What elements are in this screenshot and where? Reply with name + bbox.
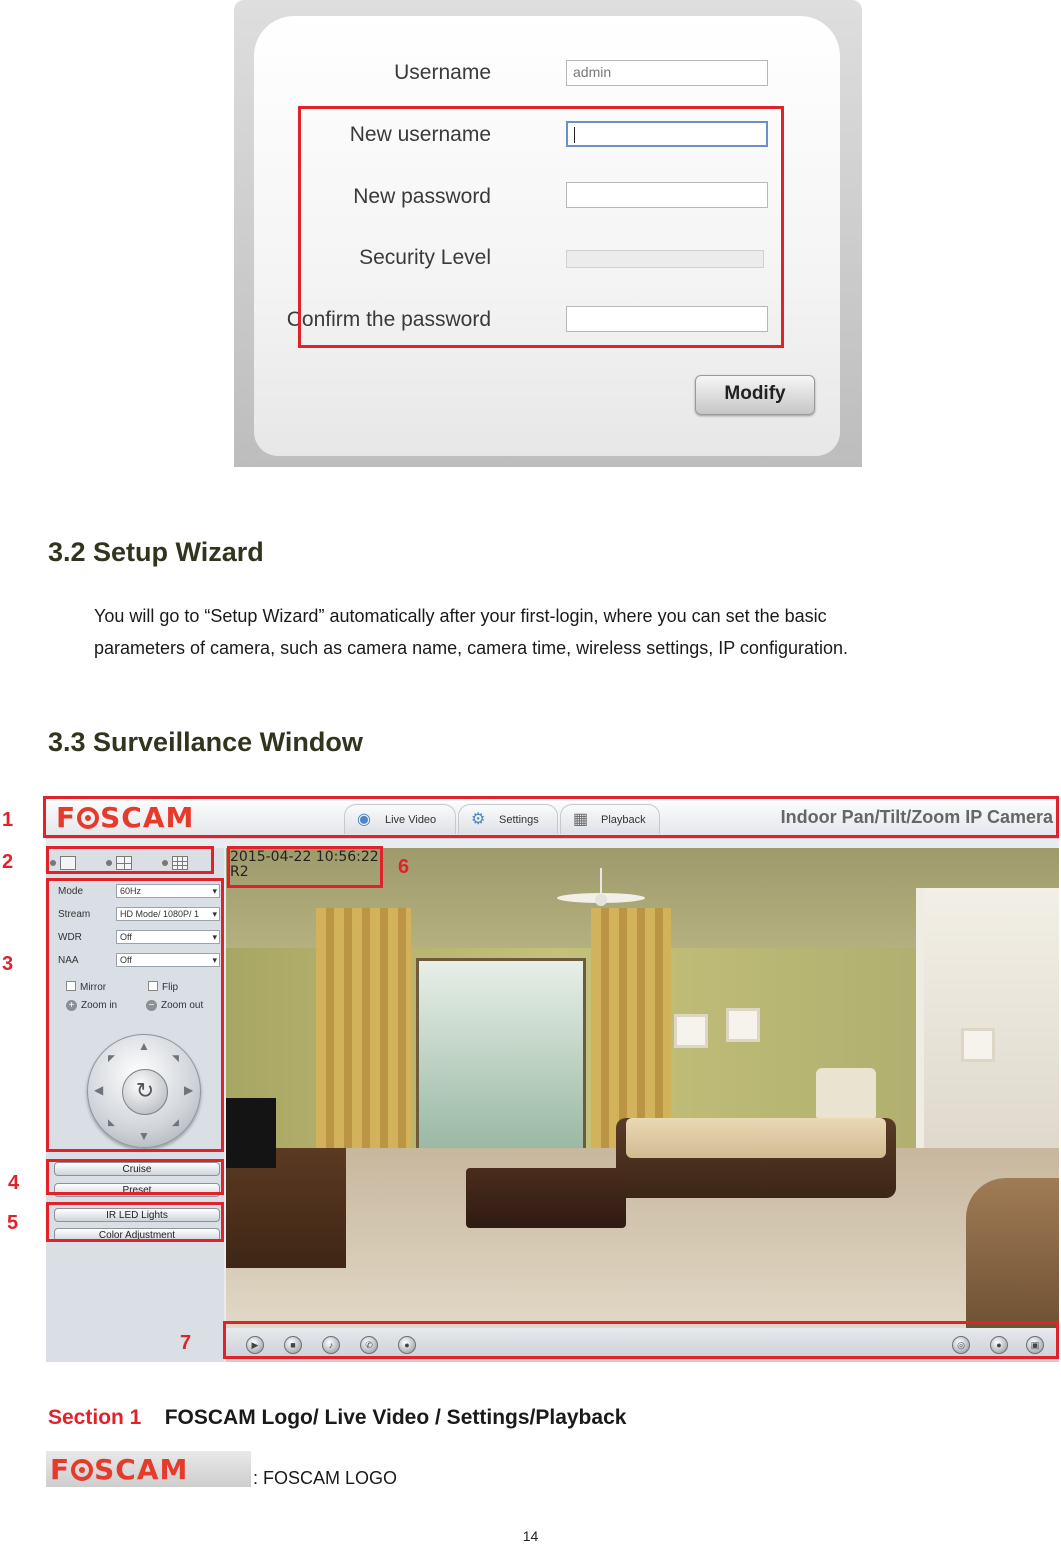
section-label: Section 1	[48, 1406, 142, 1429]
logo-letters: SCAM	[100, 801, 195, 834]
cruise-button[interactable]: Cruise	[54, 1162, 220, 1176]
mirror-label: Mirror	[80, 982, 107, 993]
naa-label: NAA	[58, 955, 79, 966]
callout-box-2	[46, 846, 214, 874]
callout-number-4: 4	[8, 1172, 20, 1194]
confirm-password-label: Confirm the password	[286, 308, 491, 331]
security-level-label: Security Level	[359, 246, 491, 269]
callout-box-4	[46, 1159, 224, 1195]
modify-button[interactable]: Modify	[695, 375, 815, 415]
video-sofa-cushion	[626, 1118, 886, 1158]
webcam-icon: ◉	[357, 811, 371, 828]
arrow-up-icon[interactable]: ▲	[138, 1039, 150, 1053]
section-title: FOSCAM Logo/ Live Video / Settings/Playback	[164, 1406, 627, 1429]
logo-letter: F	[56, 801, 77, 834]
setup-wizard-line-1: You will go to “Setup Wizard” automatically after your first-login, where you can set the basic	[94, 606, 827, 626]
callout-number-5: 5	[7, 1212, 19, 1234]
setup-wizard-line-2: parameters of camera, such as camera name, camera time, wireless settings, IP configuration.	[94, 638, 848, 658]
video-lamp	[816, 1068, 876, 1118]
arrow-down-left-icon[interactable]: ◣	[108, 1117, 115, 1127]
mode-select[interactable]: 60Hz ▾	[116, 884, 220, 898]
stop-icon[interactable]: ■	[284, 1336, 302, 1354]
wrench-icon: ⚙	[471, 811, 486, 828]
highlight-box	[298, 106, 784, 348]
callout-box-7	[223, 1321, 1059, 1359]
video-armchair	[966, 1178, 1059, 1328]
foscam-logo	[50, 1453, 188, 1486]
talk-icon[interactable]: ✆	[360, 1336, 378, 1354]
arrow-left-icon[interactable]: ◀	[94, 1083, 104, 1097]
logo-caption: : FOSCAM LOGO	[253, 1468, 398, 1488]
section-1-heading	[48, 1406, 626, 1430]
callout-number-2: 2	[2, 851, 14, 873]
video-window-view	[416, 958, 586, 1178]
video-tv	[226, 1098, 276, 1168]
stream-select[interactable]: HD Mode/ 1080P/ 1 ▾	[116, 907, 220, 921]
callout-number-7: 7	[180, 1332, 192, 1354]
ir-led-lights-button[interactable]: IR LED Lights	[54, 1208, 220, 1222]
audio-icon[interactable]: ♪	[322, 1336, 340, 1354]
callout-box-5	[46, 1202, 224, 1242]
video-coffee-table	[466, 1168, 626, 1228]
microphone-icon[interactable]: ●	[398, 1336, 416, 1354]
color-adjustment-button[interactable]: Color Adjustment	[54, 1228, 220, 1242]
callout-box-3	[46, 878, 224, 1152]
arrow-down-right-icon[interactable]: ◢	[172, 1117, 179, 1127]
arrow-down-icon[interactable]: ▼	[138, 1129, 150, 1143]
surveillance-heading: 3.3 Surveillance Window	[48, 727, 363, 757]
wdr-label: WDR	[58, 932, 82, 943]
tab-label: Playback	[601, 814, 646, 826]
setup-wizard-heading: 3.2 Setup Wizard	[48, 537, 264, 567]
account-modify-panel	[234, 0, 862, 467]
tab-label: Live Video	[385, 814, 437, 826]
username-field[interactable]: admin	[566, 60, 768, 86]
arrow-up-left-icon[interactable]: ◤	[108, 1053, 115, 1063]
account-modify-form	[254, 16, 840, 456]
ceiling-fan-icon	[556, 868, 646, 928]
play-icon[interactable]: ▶	[246, 1336, 264, 1354]
tab-label: Settings	[499, 814, 539, 826]
mode-label: Mode	[58, 886, 84, 897]
callout-number-6: 6	[398, 856, 410, 878]
logo-letters: SCAM	[94, 1453, 189, 1486]
logo-o-icon	[71, 1459, 93, 1481]
zoom-in-label: Zoom in	[81, 1000, 118, 1011]
wdr-select[interactable]: Off ▾	[116, 930, 220, 944]
snapshot-icon[interactable]: ◎	[952, 1336, 970, 1354]
callout-number-1: 1	[2, 809, 14, 831]
page-number: 14	[522, 1528, 539, 1544]
stream-label: Stream	[58, 909, 91, 920]
new-username-label: New username	[349, 123, 491, 146]
preset-button[interactable]: Preset	[54, 1183, 220, 1197]
callout-box-1	[43, 796, 1059, 838]
ptz-center-reset-icon[interactable]: ↻	[122, 1069, 168, 1115]
arrow-right-icon[interactable]: ▶	[184, 1083, 194, 1097]
foscam-logo-sample	[46, 1451, 251, 1487]
video-wall-frame	[961, 1028, 995, 1062]
username-label: Username	[394, 61, 491, 84]
new-password-label: New password	[353, 185, 491, 208]
plus-icon: +	[66, 1000, 77, 1011]
live-video-feed[interactable]	[226, 848, 1059, 1328]
fullscreen-icon[interactable]: ▣	[1026, 1336, 1044, 1354]
camera-model-title: Indoor Pan/Tilt/Zoom IP Camera	[780, 807, 1053, 827]
zoom-out-label: Zoom out	[161, 1000, 204, 1011]
naa-select[interactable]: Off ▾	[116, 953, 220, 967]
flip-label: Flip	[162, 982, 179, 993]
calendar-icon: ▦	[573, 811, 589, 828]
arrow-up-right-icon[interactable]: ◥	[172, 1053, 179, 1063]
minus-icon: −	[146, 1000, 157, 1011]
video-wall-frame	[726, 1008, 760, 1042]
video-wall-frame	[674, 1014, 708, 1048]
record-icon[interactable]: ●	[990, 1336, 1008, 1354]
callout-number-3: 3	[2, 953, 14, 975]
callout-box-6	[227, 846, 383, 888]
video-timestamp: 2015-04-22 10:56:22 R2	[230, 849, 379, 880]
logo-letter: F	[50, 1453, 71, 1486]
